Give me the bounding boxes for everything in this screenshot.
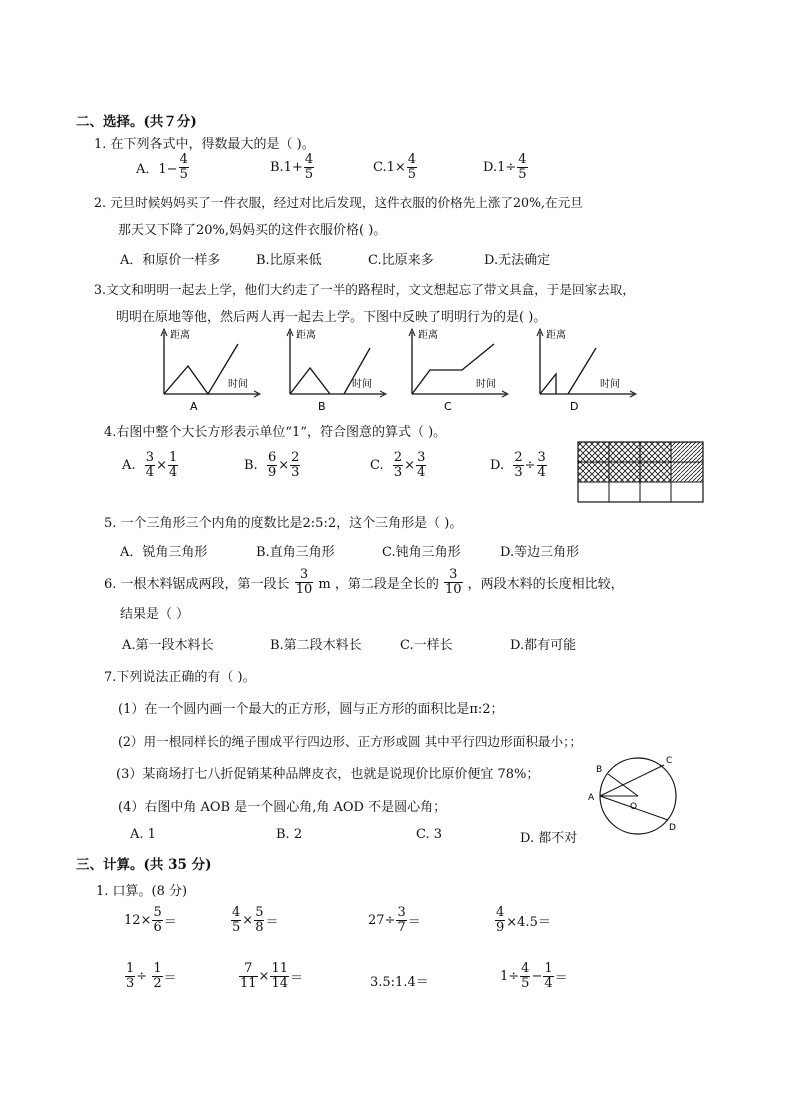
q7-statement-3: (3）某商场打七八折促销某种品牌皮衣，也就是说现价比原价便宜 78%；: [116, 767, 540, 782]
q3-graph-b-xlabel: 时间: [352, 379, 372, 390]
q3-graph-b-ylabel: 距离: [296, 330, 316, 341]
q5-option-c: C.钝角三角形: [382, 545, 461, 560]
q4-option-d: D. $\frac{2}{3}$ ÷ $\frac{3}{4}$: [490, 450, 546, 480]
q3-graph-c-label: C: [444, 400, 452, 412]
q3-graph-c-ylabel: 距离: [418, 330, 438, 341]
q6-option-c: C.一样长: [400, 638, 453, 653]
q3-graph-a-ylabel: 距离: [170, 330, 190, 341]
q7-statement-1: (1）在一个圆内画一个最大的正方形，圆与正方形的面积比是π:2；: [118, 702, 504, 717]
calc-expr-5: $\frac{1}{3}$ ÷ $\frac{1}{2}$ ＝: [126, 961, 177, 991]
q7-circle-label-o: O: [630, 802, 638, 812]
section-title-calc: 三、计算。(共 35 分): [76, 857, 212, 873]
q5-stem: 5. 一个三角形三个内角的度数比是2:5:2，这个三角形是（ )。: [104, 516, 463, 531]
q2-option-c: C.比原来多: [368, 253, 434, 268]
q7-option-b: B. 2: [276, 827, 303, 842]
q1-option-a: A．1− $\frac{4}{5}$: [136, 152, 188, 182]
calc-subtitle: 1. 口算。(8 分): [96, 884, 188, 899]
q4-option-a: A. $\frac{3}{4}$ × $\frac{1}{4}$: [122, 450, 178, 480]
q3-graph-c: [398, 324, 510, 412]
q3-graph-d-ylabel: 距离: [546, 330, 566, 341]
q3-graph-a-label: A: [190, 400, 198, 412]
q4-stem: 4.右图中整个大长方形表示单位“1”，符合图意的算式（ )。: [104, 425, 447, 440]
calc-expr-6: $\frac{7}{11}$ × $\frac{11}{14}$ ＝: [240, 961, 304, 991]
q2-option-a: A．和原价一样多: [120, 253, 221, 268]
q7-circle-label-b: B: [596, 765, 603, 775]
q3-graph-c-xlabel: 时间: [476, 379, 496, 390]
q1-option-c: C.1× $\frac{4}{5}$: [373, 152, 417, 182]
q7-option-a: A. 1: [130, 827, 156, 842]
q5-option-d: D.等边三角形: [500, 545, 580, 560]
q4-option-c: C. $\frac{2}{3}$ × $\frac{3}{4}$: [370, 450, 426, 480]
section-title-choice: 二、选择。(共７分): [76, 114, 197, 130]
q7-option-c: C. 3: [416, 827, 443, 842]
q2-line1: 2. 元旦时候妈妈买了一件衣服，经过对比后发现，这件衣服的价格先上涨了20%,在元旦: [94, 195, 583, 210]
q7-stem: 7.下列说法正确的有（ )。: [104, 670, 256, 685]
q3-graph-b-label: B: [318, 400, 326, 412]
q4-grid-figure: [577, 441, 705, 503]
q2-option-d: D.无法确定: [484, 253, 551, 268]
q3-graph-d-label: D: [570, 400, 579, 412]
q6-option-a: A.第一段木料长: [122, 638, 214, 653]
q7-statement-2: (2）用一根同样长的绳子围成平行四边形、正方形或圆 其中平行四边形面积最小；；: [118, 734, 583, 749]
q3-graph-d: [526, 324, 638, 412]
q7-circle-label-a: A: [588, 793, 595, 803]
q6-option-b: B.第二段木料长: [270, 638, 362, 653]
calc-expr-8: 1÷ $\frac{4}{5}$ − $\frac{1}{4}$ ＝: [500, 961, 568, 991]
q2-line2: 那天又下降了20%,妈妈买的这件衣服价格( )。: [118, 223, 387, 238]
q7-statement-4: (4）右图中角 AOB 是一个圆心角,角 AOD 不是圆心角；: [118, 800, 447, 815]
q1-option-d: D.1÷ $\frac{4}{5}$: [483, 152, 527, 182]
calc-expr-7: 3.5:1.4＝: [370, 975, 429, 990]
q6-option-d: D.都有可能: [510, 638, 577, 653]
q7-option-d: D. 都不对: [520, 831, 578, 846]
calc-expr-2: $\frac{4}{5}$ × $\frac{5}{8}$ ＝: [232, 905, 279, 935]
q1-option-b: B.1+ $\frac{4}{5}$: [270, 152, 314, 182]
q3-graph-a-xlabel: 时间: [228, 379, 248, 390]
q3-line2: 明明在原地等他，然后两人再一起去上学。下图中反映了明明行为的是( )。: [116, 310, 547, 325]
calc-expr-1: 12× $\frac{5}{6}$ ＝: [124, 905, 177, 935]
q7-circle-label-c: C: [666, 756, 673, 766]
q5-option-a: A．锐角三角形: [120, 545, 208, 560]
q1-stem: 1. 在下列各式中，得数最大的是（ )。: [94, 137, 315, 152]
calc-expr-4: $\frac{4}{9}$ ×4.5＝: [496, 905, 551, 935]
q6-stem: 6. 一根木料锯成两段，第一段长 $\frac{3}{10}$ m ，第二段是全长的 $\frac{3}{10}$ ，两段木料的长度相比较，: [104, 567, 624, 597]
q3-graph-a: [150, 324, 262, 412]
q5-option-b: B.直角三角形: [256, 545, 335, 560]
q6-line2: 结果是（ ）: [120, 607, 190, 622]
q7-circle-label-d: D: [669, 823, 676, 833]
q7-circle-figure: [586, 752, 690, 836]
q2-option-b: B.比原来低: [256, 253, 322, 268]
q3-graph-b: [276, 324, 388, 412]
q3-graph-d-xlabel: 时间: [600, 379, 620, 390]
q4-option-b: B. $\frac{6}{9}$ × $\frac{2}{3}$: [244, 450, 300, 480]
calc-expr-3: 27÷ $\frac{3}{7}$ ＝: [368, 905, 421, 935]
q3-line1: 3.文文和明明一起去上学，他们大约走了一半的路程时，文文想起忘了带文具盒，于是回家去取，: [94, 282, 635, 297]
